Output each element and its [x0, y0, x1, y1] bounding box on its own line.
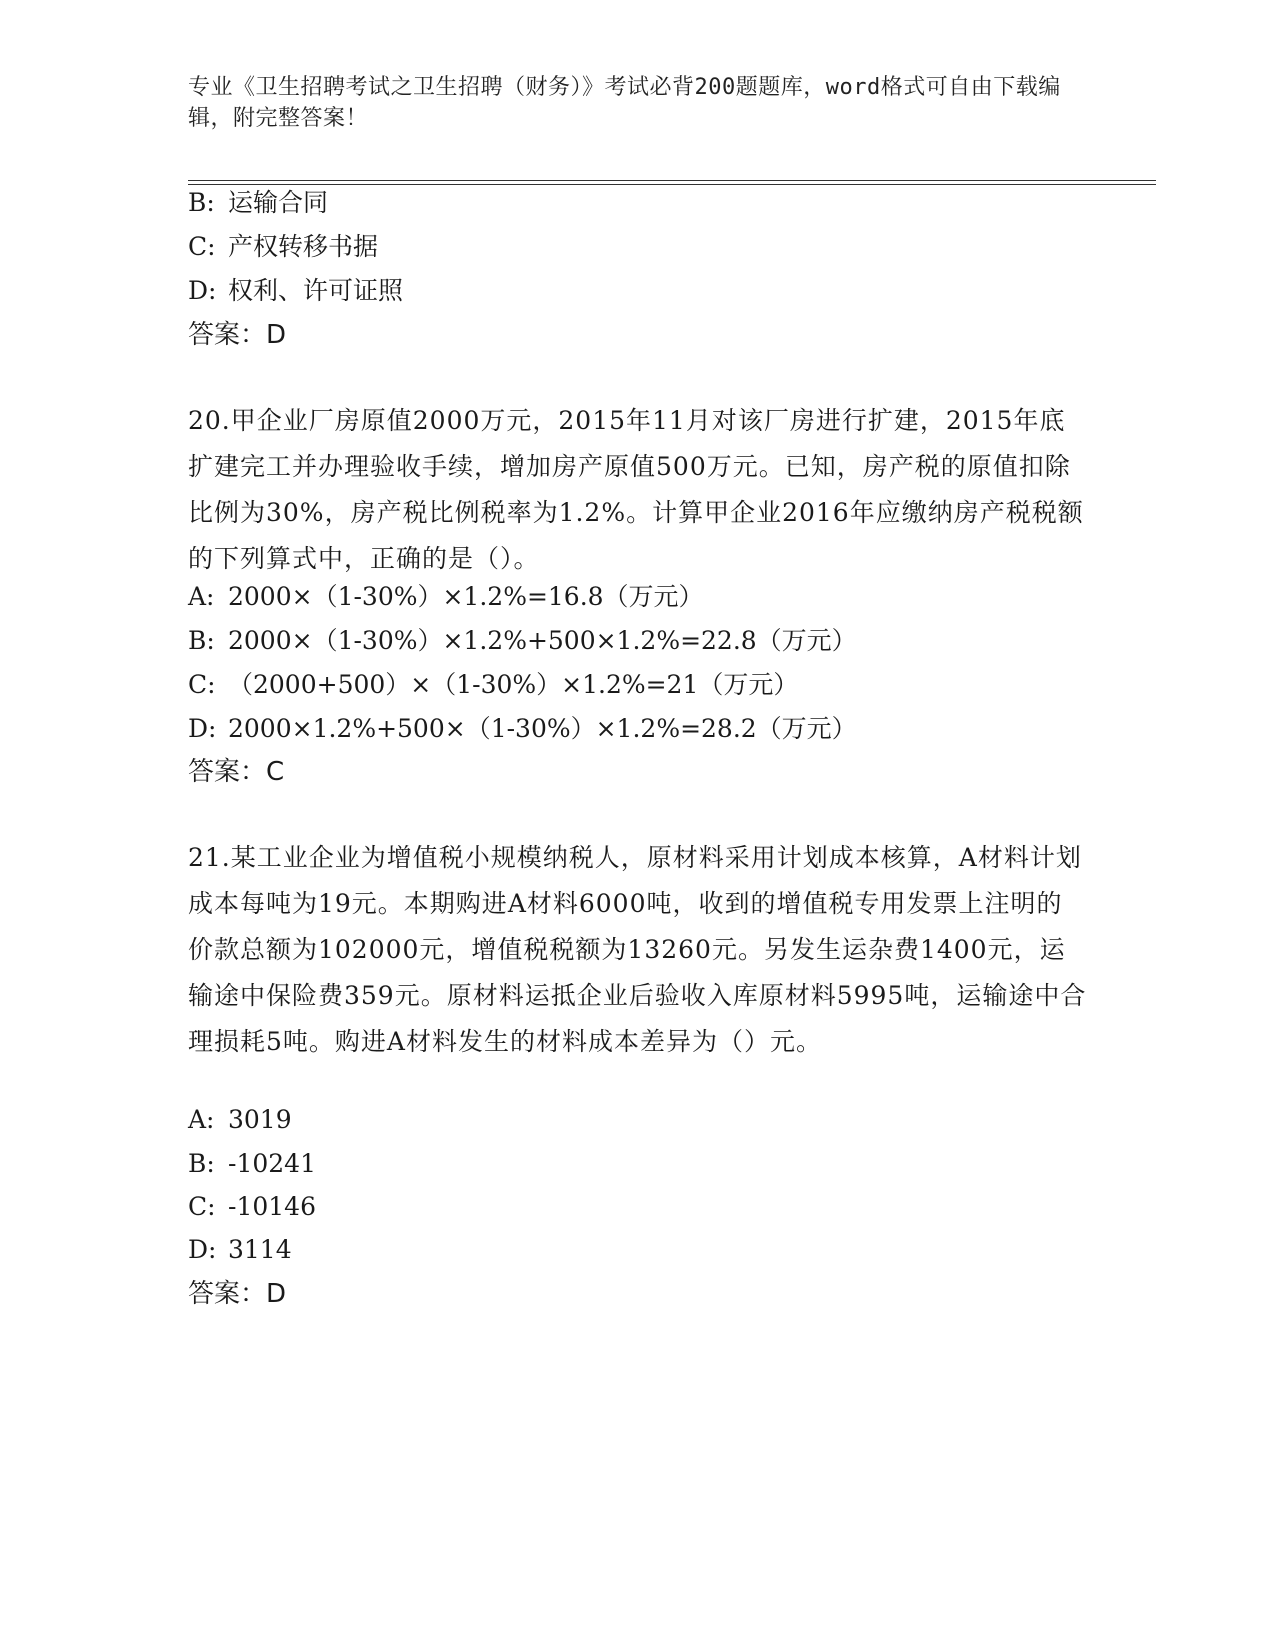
header-rule-top [188, 180, 1156, 181]
document-header: 专业《卫生招聘考试之卫生招聘（财务）》考试必背200题题库，word格式可自由下载编辑，附完整答案！ [188, 75, 1061, 131]
prev-answer: 答案：D [188, 320, 287, 350]
q20-option-b: B: 2000×（1-30%）×1.2%+500×1.2%=22.8（万元） [188, 626, 857, 655]
question-21-text: 21.某工业企业为增值税小规模纳税人，原材料采用计划成本核算，A材料计划成本每吨为19元。本期购进A材料6000吨，收到的增值税专用发票上注明的价款总额为102000元，增值税税额为13260元。另发生运杂费1400元，运输途中保险费359元。原材料运抵企业后验收入库原材料5995吨，运输途中合理损耗5吨。购进A材料发生的材料成本差异为（）元。 [188, 843, 1087, 1056]
q21-option-b: B: -10241 [188, 1149, 316, 1178]
q20-answer: 答案：C [188, 757, 285, 787]
header-rule-bottom [188, 184, 1156, 185]
q21-answer: 答案：D [188, 1279, 287, 1309]
q20-option-a: A: 2000×（1-30%）×1.2%=16.8（万元） [188, 582, 704, 611]
prev-option-b: B: 运输合同 [188, 188, 329, 217]
q20-option-c: C: （2000+500）×（1-30%）×1.2%=21（万元） [188, 670, 799, 699]
q21-option-a: A: 3019 [188, 1105, 292, 1134]
q20-option-d: D: 2000×1.2%+500×（1-30%）×1.2%=28.2（万元） [188, 714, 857, 743]
q21-option-c: C: -10146 [188, 1192, 316, 1221]
question-20-text: 20.甲企业厂房原值2000万元，2015年11月对该厂房进行扩建，2015年底扩建完工并办理验收手续，增加房产原值500万元。已知，房产税的原值扣除比例为30%，房产税比例税率为1.2%。计算甲企业2016年应缴纳房产税税额的下列算式中，正确的是（）。 [188, 406, 1084, 573]
q21-option-d: D: 3114 [188, 1235, 292, 1264]
prev-option-d: D: 权利、许可证照 [188, 276, 404, 305]
prev-option-c: C: 产权转移书据 [188, 232, 379, 261]
